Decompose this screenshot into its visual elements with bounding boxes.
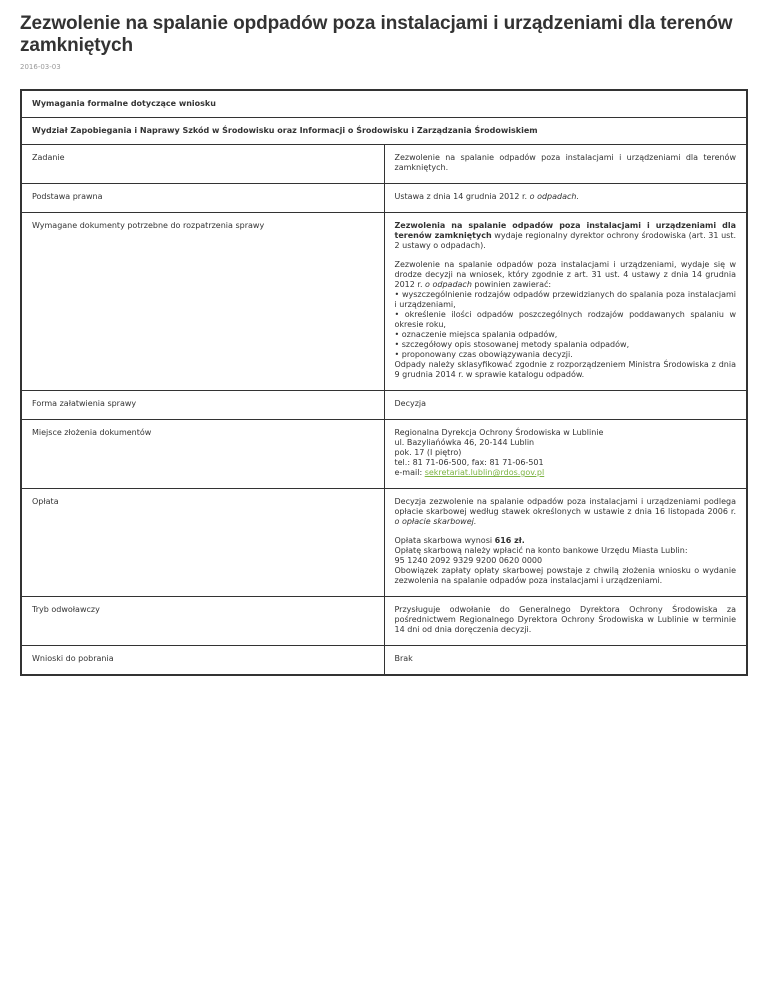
table-row-dokumenty (21, 213, 747, 391)
table-row-oplata (21, 489, 747, 597)
row-label: Zadanie (21, 145, 384, 184)
bank-account-number: 95 1240 2092 9329 9200 0620 0000 (394, 556, 543, 565)
documents-classification-note: Odpady należy sklasyfikować zgodnie z rozporządzeniem Ministra Środowiska z dnia 9 grudnia 2014 r. w sprawie katalogu odpadów. (394, 360, 736, 379)
documents-requirements: Zezwolenie na spalanie odpadów poza instalacjami i urządzeniami, wydaje się w drodze decyzji na wniosek, który zgodnie z art. 31 ust. 4 ustawy z dnia 14 grudnia 2012 r. o odpadach powinien zawierać: • wyszczególnienie rodzajów odpadów przewidzianych do spalania poza instalacjami i urządzeniami, • określenie ilości odpadów poszczególnych rodzajów poddawanych spalaniu w okresie roku, • oznaczenie miejsca spalania odpadów, • szczegółowy opis stosowanej metody spalania odpadów, • proponowany czas obowiązywania decyzji. Odpady należy sklasyfikować zgodnie z rozporządzeniem Ministra Środowiska z dnia 9 grudnia 2014 r. w sprawie katalogu odpadów. (395, 260, 737, 380)
list-item: • wyszczególnienie rodzajów odpadów przewidzianych do spalania poza instalacjami i urządzeniami, (395, 290, 737, 309)
email-label: e-mail: (394, 468, 425, 477)
row-label: Tryb odwoławczy (21, 597, 384, 646)
table-header-row (21, 118, 747, 145)
row-label: Forma załatwienia sprawy (21, 391, 384, 420)
row-value: Przysługuje odwołanie do Generalnego Dyrektora Ochrony Środowiska za pośrednictwem Regionalnego Dyrektora Ochrony Środowiska w Lublinie w terminie 14 dni od dnia doręczenia decyzji. (384, 597, 747, 646)
office-room: pok. 17 (I piętro) (394, 448, 462, 457)
publish-date: 2016-03-03 (20, 63, 61, 71)
email-link[interactable]: sekretariat.lublin@rdos.gov.pl (424, 468, 545, 477)
row-label: Wnioski do pobrania (21, 646, 384, 676)
fee-amount: 616 zł. (494, 536, 525, 545)
row-label: Miejsce złożenia dokumentów (21, 420, 384, 489)
row-value (384, 184, 747, 213)
table-row-zadanie (21, 145, 747, 184)
row-value: Zezwolenie na spalanie odpadów poza instalacjami i urządzeniami dla terenów zamkniętych. (384, 145, 747, 184)
row-label: Opłata (21, 489, 384, 597)
office-name: Regionalna Dyrekcja Ochrony Środowiska w Lublinie (394, 428, 604, 437)
office-address: ul. Bazyliańówka 46, 20-144 Lublin (394, 438, 535, 447)
row-value (384, 489, 747, 597)
legal-basis-act: o odpadach. (529, 192, 580, 201)
page-title: Zezwolenie na spalanie opdpadów poza instalacjami i urządzeniami dla terenów zamkniętych (20, 13, 733, 56)
table-row-miejsce (21, 420, 747, 489)
office-phone: tel.: 81 71-06-500, fax: 81 71-06-501 (394, 458, 544, 467)
list-item: • proponowany czas obowiązywania decyzji. (395, 350, 573, 359)
table-row-wnioski (21, 646, 747, 676)
row-value (384, 420, 747, 489)
row-label: Podstawa prawna (21, 184, 384, 213)
table-header-row (21, 90, 747, 118)
table-header-requirements: Wymagania formalne dotyczące wniosku (21, 90, 747, 118)
list-item: • oznaczenie miejsca spalania odpadów, (395, 330, 558, 339)
list-item: • szczegółowy opis stosowanej metody spalania odpadów, (395, 340, 630, 349)
documents-intro: Zezwolenia na spalanie odpadów poza instalacjami i urządzeniami dla terenów zamkniętych wydaje regionalny dyrektor ochrony środowiska (art. 31 ust. 2 ustawy o odpadach). (394, 221, 736, 250)
fee-details: Opłata skarbowa wynosi 616 zł. Opłatę skarbową należy wpłacić na konto bankowe Urzędu Miasta Lublin: 95 1240 2092 9329 9200 0620 0000 Obowiązek zapłaty opłaty skarbowej powstaje z chwilą złożenia wniosku o wydanie zezwolenia na spalanie odpadów poza instalacjami i urządzeniami. (394, 536, 736, 585)
requirements-table (20, 89, 748, 676)
row-value (384, 213, 747, 391)
legal-basis-text: Ustawa z dnia 14 grudnia 2012 r. (394, 192, 530, 201)
table-header-department: Wydział Zapobiegania i Naprawy Szkód w Środowisku oraz Informacji o Środowisku i Zarządzania Środowiskiem (21, 118, 747, 145)
row-value: Brak (384, 646, 747, 676)
table-row-tryb (21, 597, 747, 646)
documents-intro-bold: Zezwolenia na spalanie odpadów poza instalacjami i urządzeniami dla terenów zamkniętych (394, 221, 736, 240)
table-row-podstawa (21, 184, 747, 213)
list-item: • określenie ilości odpadów poszczególnych rodzajów poddawanych spalaniu w okresie roku, (395, 310, 737, 329)
fee-intro: Decyzja zezwolenie na spalanie odpadów poza instalacjami i urządzeniami podlega opłacie skarbowej według stawek określonych w ustawie z dnia 16 listopada 2006 r. o opłacie skarbowej. (394, 497, 736, 526)
row-value: Decyzja (384, 391, 747, 420)
table-row-forma (21, 391, 747, 420)
row-label: Wymagane dokumenty potrzebne do rozpatrzenia sprawy (21, 213, 384, 391)
